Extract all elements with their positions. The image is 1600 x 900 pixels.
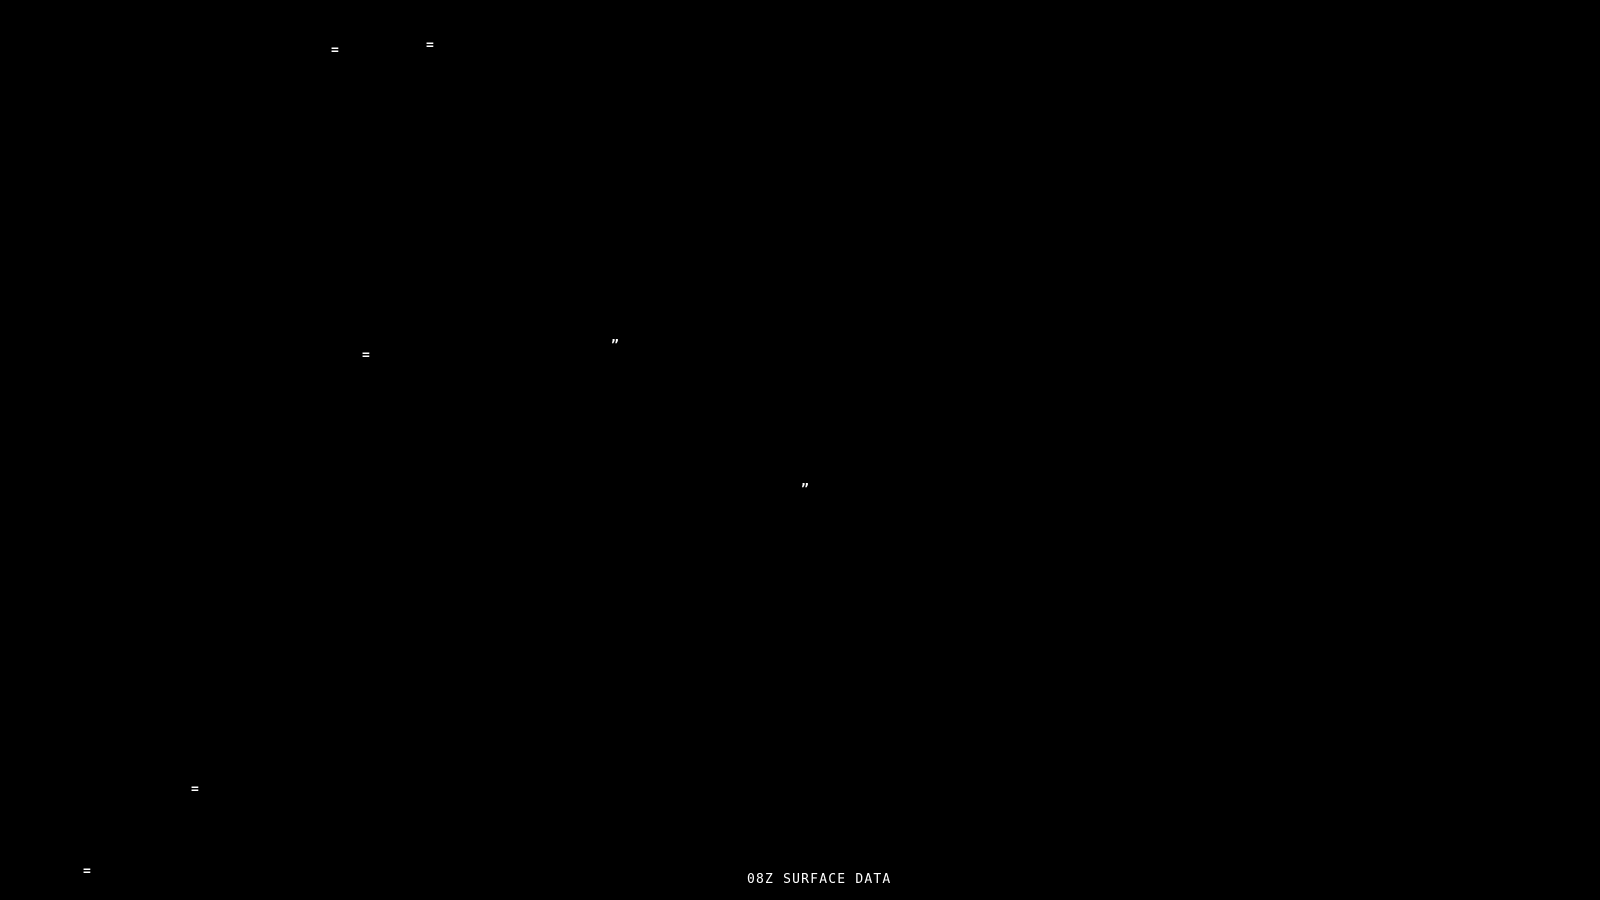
station-mark-4: ” bbox=[611, 338, 619, 353]
station-mark-1: = bbox=[331, 43, 339, 58]
station-mark-7: = bbox=[83, 864, 91, 879]
station-mark-6: = bbox=[191, 782, 199, 797]
station-mark-3: = bbox=[362, 348, 370, 363]
station-mark-2: = bbox=[426, 38, 434, 53]
station-mark-5: ” bbox=[801, 482, 809, 497]
map-caption: 08Z SURFACE DATA bbox=[747, 872, 892, 887]
